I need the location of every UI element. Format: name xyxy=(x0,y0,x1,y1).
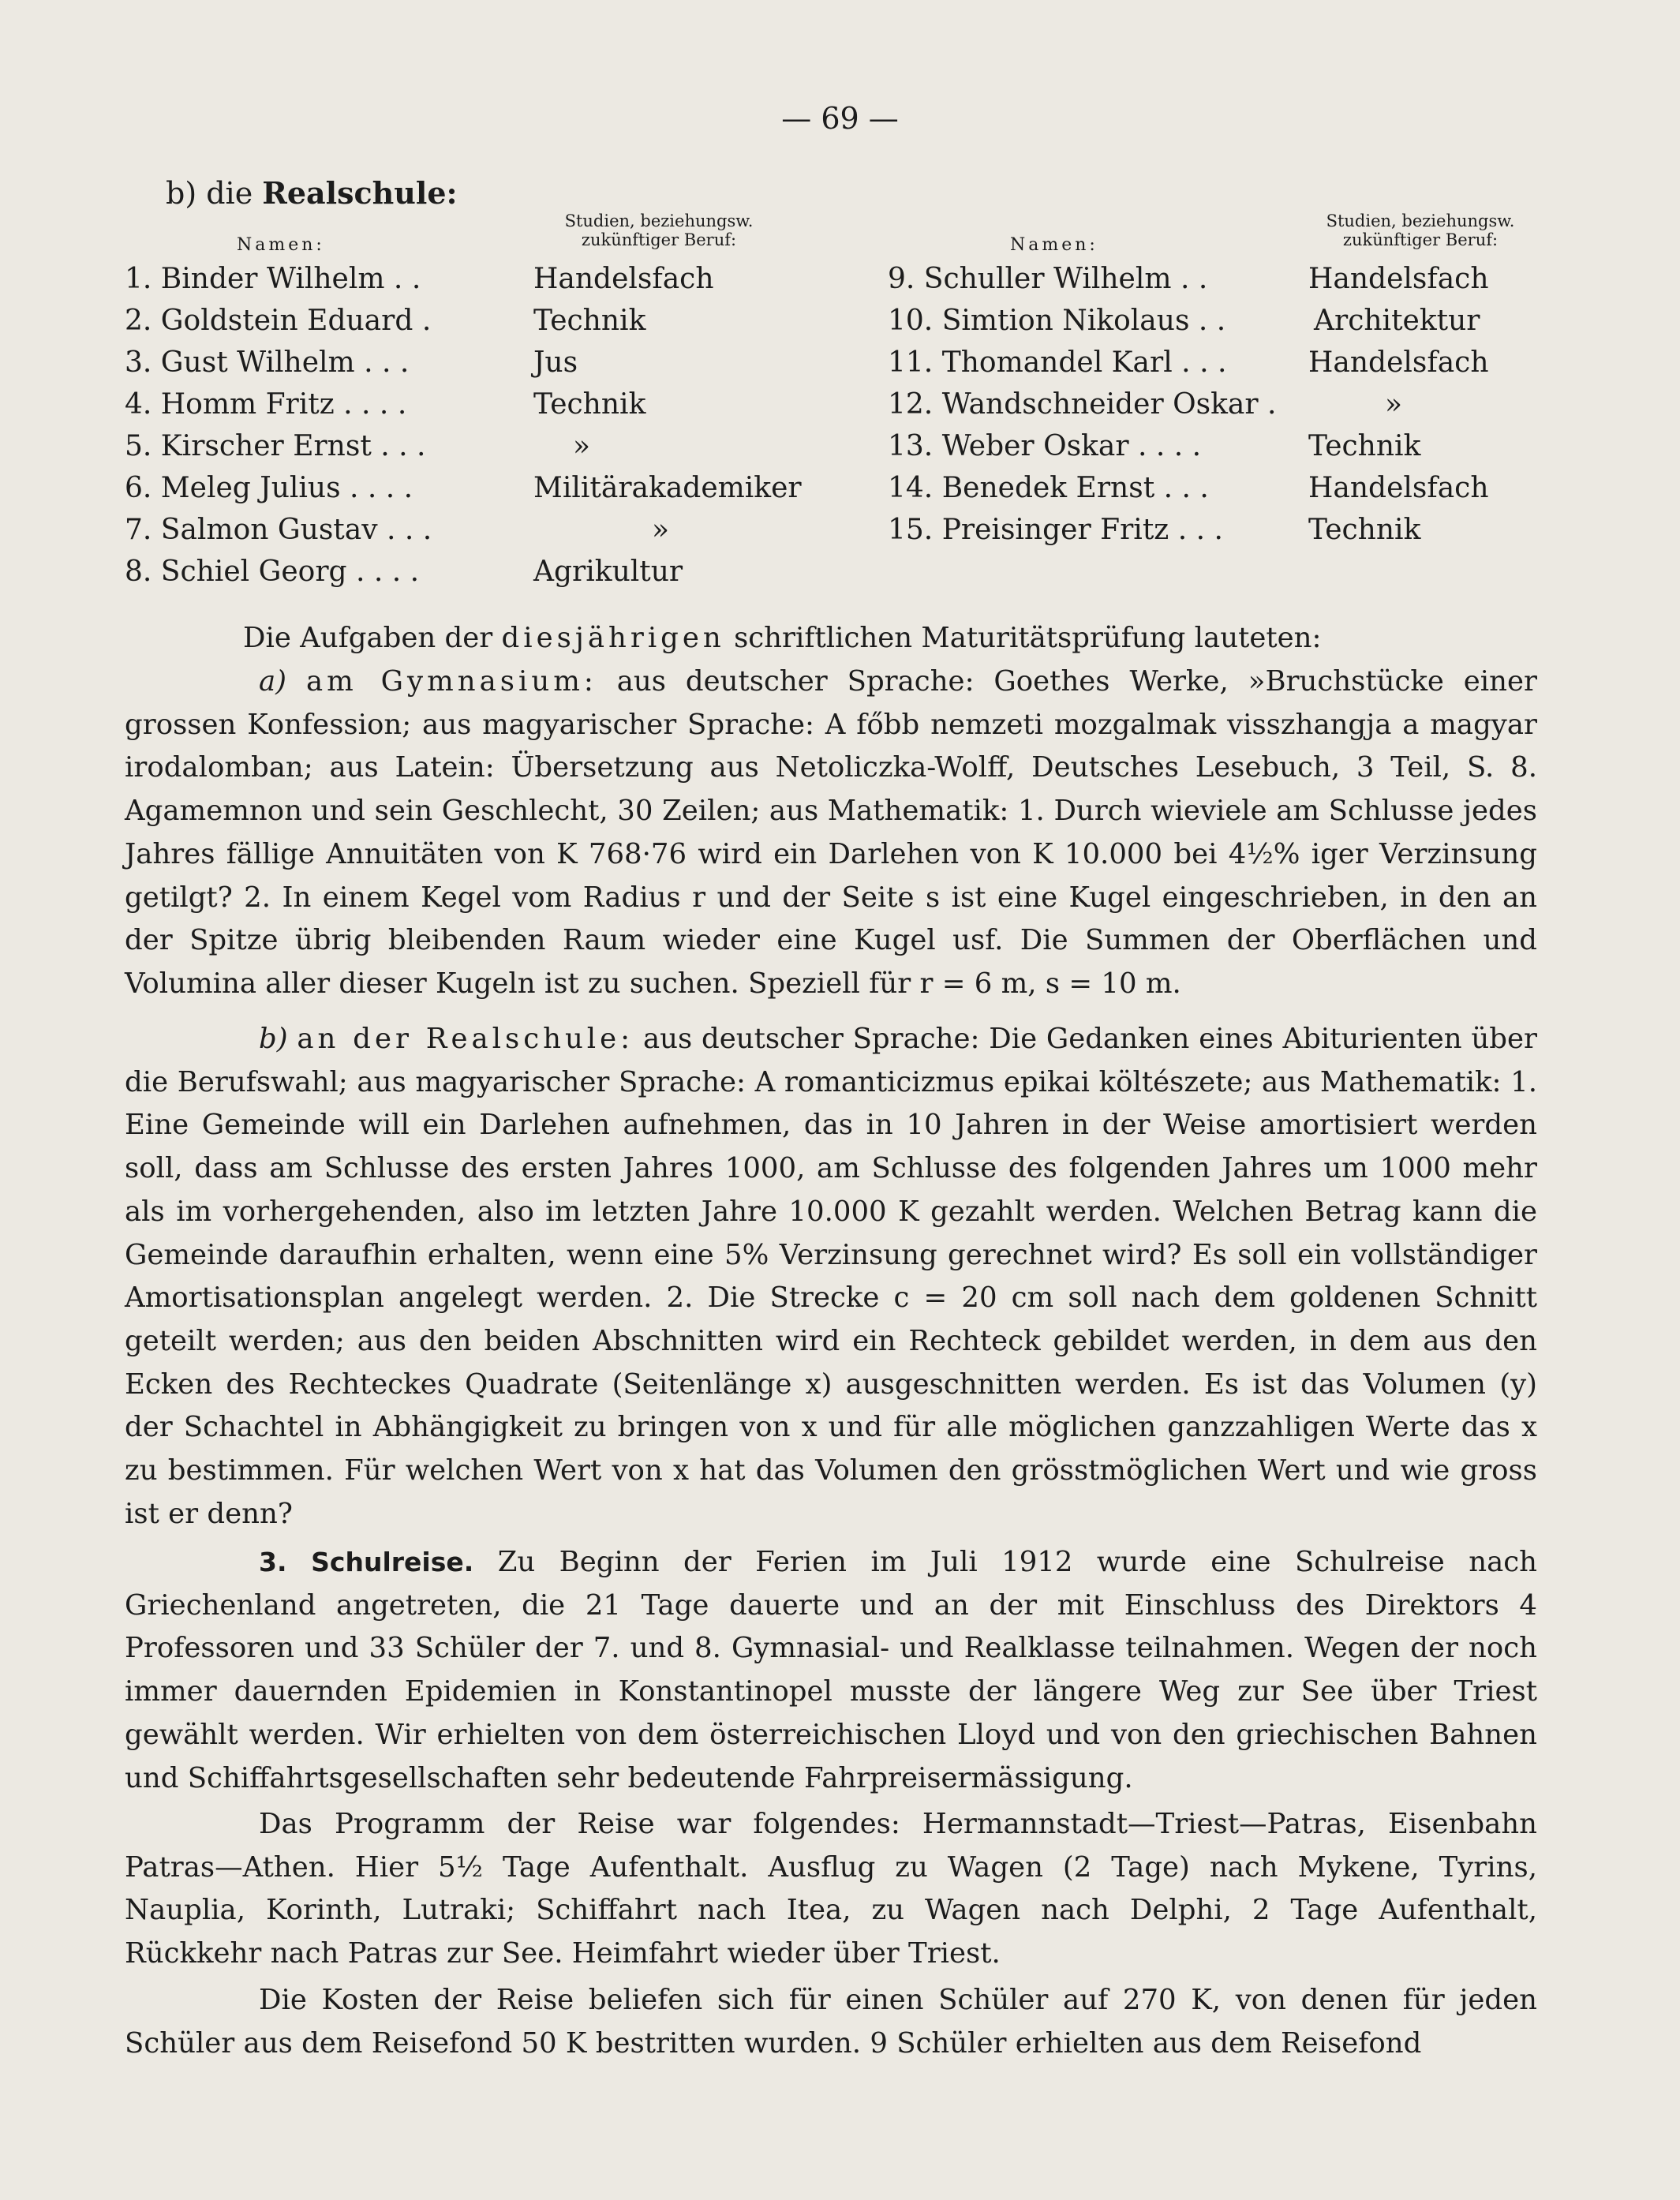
realschule-label: b) xyxy=(259,1023,288,1055)
exam-intro xyxy=(125,617,1537,660)
student-profession: Handelsfach xyxy=(1308,472,1489,504)
gymnasium-heading: am Gymnasium: xyxy=(305,665,597,698)
student-profession: Jus xyxy=(533,346,578,379)
list-item xyxy=(125,384,835,425)
student-profession: » xyxy=(652,514,670,546)
exam-intro-before: Die Aufgaben der xyxy=(243,622,502,654)
student-name: 15. Preisinger Fritz . . . xyxy=(888,514,1223,546)
section-heading-prefix: b) die xyxy=(166,176,263,211)
section-heading xyxy=(166,175,458,211)
right-profession-header-line1: Studien, beziehungsw. xyxy=(1326,211,1515,230)
right-names-list xyxy=(888,258,1566,551)
schulreise-text-1: Zu Beginn der Ferien im Juli 1912 wurde eine Schulreise nach Griechenland angetreten, die 21 Tage dauerte und an der mit Einschluss des Direktors 4 Professoren und 33 Schüler der 7. und 8. Gymnasial- und Realklasse teilnahmen. Wegen der noch immer dauernden Epidemien in Konstantinopel musste der längere Weg zur See über Triest gewählt werden. Wir erhielten von dem österreichischen Lloyd und von den griechischen Bahnen und Schiffahrtsgesellschaften sehr bedeutende Fahrpreisermässigung. xyxy=(125,1546,1537,1794)
list-item xyxy=(888,300,1566,342)
schulreise-paragraph-3 xyxy=(125,1979,1537,2065)
left-profession-header-line2: zukünftiger Beruf: xyxy=(581,230,737,249)
schulreise-paragraph-2 xyxy=(125,1803,1537,1976)
left-profession-header xyxy=(544,211,773,249)
realschule-text: aus deutscher Sprache: Die Gedanken eines Abiturienten über die Berufswahl; aus magyarischer Sprache: A romanticizmus epikai költészete; aus Mathematik: 1. Eine Gemeinde will ein Darlehen aufnehmen, das in 10 Jahren in der Weise amortisiert werden soll, dass am Schlusse des ersten Jahres 1000, am Schlusse des folgenden Jahres um 1000 mehr als im vorhergehenden, also im letzten Jahre 10.000 K gezahlt werden. Welchen Betrag kann die Gemeinde daraufhin erhalten, wenn eine 5% Verzinsung gerechnet wird? Es soll ein vollständiger Amortisationsplan angelegt werden. 2. Die Strecke c = 20 cm soll nach dem goldenen Schnitt geteilt werden; aus den beiden Abschnitten wird ein Rechteck gebildet werden, in dem aus den Ecken des Rechteckes Quadrate (Seitenlänge x) ausgeschnitten werden. Es ist das Volumen (y) der Schachtel in Abhängigkeit zu bringen von x und für alle möglichen ganzzahligen Werte das x zu bestimmen. Für welchen Wert von x hat das Volumen den grösstmöglichen Wert und wie gross ist er denn? xyxy=(125,1023,1538,1530)
left-names-list xyxy=(125,258,835,593)
student-name: 5. Kirscher Ernst . . . xyxy=(125,430,426,462)
student-name: 14. Benedek Ernst . . . xyxy=(888,472,1209,504)
list-item xyxy=(888,342,1566,384)
schulreise-text-2: Das Programm der Reise war folgendes: Hermannstadt—Triest—Patras, Eisenbahn Patras—Athen. Hier 5½ Tage Aufenthalt. Ausflug zu Wagen (2 Tage) nach Mykene, Tyrins, Nauplia, Korinth, Lutraki; Schiffahrt nach Itea, zu Wagen nach Delphi, 2 Tage Aufenthalt, Rückkehr nach Patras zur See. Heimfahrt wieder über Triest. xyxy=(125,1808,1537,1970)
left-names-header: Namen: xyxy=(237,235,325,255)
student-name: 11. Thomandel Karl . . . xyxy=(888,346,1227,379)
student-profession: Handelsfach xyxy=(1308,263,1489,295)
list-item xyxy=(125,551,835,593)
right-profession-header xyxy=(1302,211,1539,249)
page-number: — 69 — xyxy=(781,101,899,136)
student-name: 2. Goldstein Eduard . xyxy=(125,305,432,337)
exam-intro-after: schriftlichen Maturitätsprüfung lauteten: xyxy=(724,622,1322,654)
list-item xyxy=(888,509,1566,551)
list-item xyxy=(888,467,1566,509)
student-profession: » xyxy=(1385,388,1403,421)
student-profession: Technik xyxy=(1308,430,1421,462)
section-heading-title: Realschule: xyxy=(262,175,458,211)
list-item xyxy=(125,300,835,342)
student-profession: Handelsfach xyxy=(533,263,714,295)
list-item xyxy=(125,509,835,551)
gymnasium-exam-paragraph xyxy=(125,660,1537,1006)
list-item xyxy=(125,342,835,384)
gymnasium-label: a) xyxy=(259,665,287,698)
student-profession: Handelsfach xyxy=(1308,346,1489,379)
student-profession: Technik xyxy=(533,305,646,337)
realschule-exam-paragraph xyxy=(125,1018,1537,1536)
list-item xyxy=(125,258,835,300)
student-name: 3. Gust Wilhelm . . . xyxy=(125,346,410,379)
schulreise-paragraph-1 xyxy=(125,1541,1537,1800)
list-item xyxy=(888,425,1566,467)
student-name: 13. Weber Oskar . . . . xyxy=(888,430,1202,462)
student-name: 8. Schiel Georg . . . . xyxy=(125,556,420,588)
student-profession: Architektur xyxy=(1314,305,1480,337)
student-name: 12. Wandschneider Oskar . xyxy=(888,388,1277,421)
list-item xyxy=(888,258,1566,300)
right-names-header: Namen: xyxy=(1010,235,1098,255)
gymnasium-text: aus deutscher Sprache: Goethes Werke, »Bruchstücke einer grossen Konfession; aus magyarischer Sprache: A főbb nemzeti mozgalmak visszhangja a magyar irodalomban; aus Latein: Übersetzung aus Netoliczka-Wolff, Deutsches Lesebuch, 3 Teil, S. 8. Agamemnon und sein Geschlecht, 30 Zeilen; aus Mathematik: 1. Durch wieviele am Schlusse jedes Jahres fällige Annuitäten von K 768·76 wird ein Darlehen von K 10.000 bei 4½% iger Verzinsung getilgt? 2. In einem Kegel vom Radius r und der Seite s ist eine Kugel eingeschrieben, in den an der Spitze übrig bleibenden Raum wieder eine Kugel usf. Die Summen der Oberflächen und Volumina aller dieser Kugeln ist zu suchen. Speziell für r = 6 m, s = 10 m. xyxy=(125,665,1537,1000)
student-name: 9. Schuller Wilhelm . . xyxy=(888,263,1208,295)
left-profession-header-line1: Studien, beziehungsw. xyxy=(564,211,754,230)
list-item xyxy=(125,467,835,509)
schulreise-title: 3. Schulreise. xyxy=(259,1547,474,1577)
student-profession: » xyxy=(573,430,591,462)
student-name: 6. Meleg Julius . . . . xyxy=(125,472,413,504)
student-name: 7. Salmon Gustav . . . xyxy=(125,514,432,546)
list-item xyxy=(888,384,1566,425)
student-profession: Militärakademiker xyxy=(533,472,802,504)
exam-intro-spaced: diesjährigen xyxy=(501,622,725,654)
schulreise-text-3: Die Kosten der Reise beliefen sich für einen Schüler auf 270 K, von denen für jeden Schüler aus dem Reisefond 50 K bestritten wurden. 9 Schüler erhielten aus dem Reisefond xyxy=(125,1984,1537,2060)
right-profession-header-line2: zukünftiger Beruf: xyxy=(1342,230,1499,249)
list-item xyxy=(125,425,835,467)
student-profession: Technik xyxy=(533,388,646,421)
student-profession: Agrikultur xyxy=(533,556,683,588)
student-profession: Technik xyxy=(1308,514,1421,546)
student-name: 4. Homm Fritz . . . . xyxy=(125,388,407,421)
student-name: 1. Binder Wilhelm . . xyxy=(125,263,421,295)
realschule-heading: an der Realschule: xyxy=(297,1023,634,1055)
student-name: 10. Simtion Nikolaus . . xyxy=(888,305,1226,337)
